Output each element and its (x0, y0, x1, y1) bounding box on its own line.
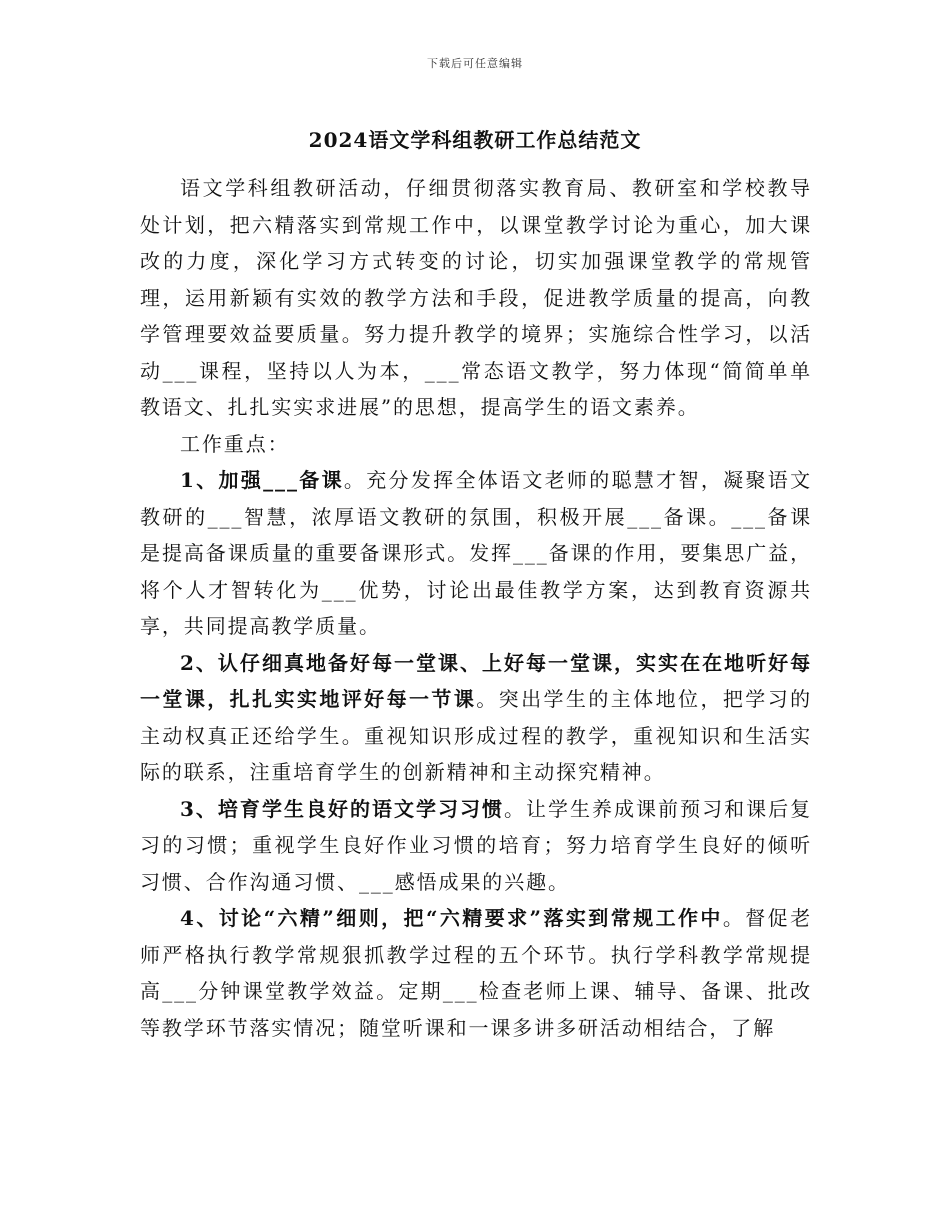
page-header-note: 下载后可任意编辑 (427, 57, 523, 70)
document-body (140, 170, 812, 1046)
focus-item-2-body: 。突出学生的主体地位，把学习的主动权真正还给学生。重视知识形成过程的教学，重视知识和生活实际的联系，注重培育学生的创新精神和主动探究精神。 (140, 687, 813, 784)
focus-item-3 (140, 791, 812, 901)
focus-item-1-body: 。充分发挥全体语文老师的聪慧才智，凝聚语文教研的___智慧，浓厚语文教研的氛围，积极开展___备课。___备课是提高备课质量的重要备课形式。发挥___备课的作用，要集思广益，将个人才智转化为___优势，讨论出最佳教学方案，达到教育资源共享，共同提高教学质量。 (140, 468, 812, 638)
focus-item-4-body: 。督促老师严格执行教学常规狠抓教学过程的五个环节。执行学科教学常规提高___分钟课堂教学效益。定期___检查老师上课、辅导、备课、批改等教学环节落实情况；随堂听课和一课多讲多研活动相结合，了解 (140, 906, 812, 1040)
focus-item-4-heading: 4、讨论“六精”细则，把“六精要求”落实到常规工作中 (180, 906, 723, 930)
focus-item-3-heading: 3、培育学生良好的语文学习习惯 (180, 796, 505, 821)
focus-item-3-body: 。让学生养成课前预习和课后复习的习惯；重视学生良好作业习惯的培育；努力培育学生良好的倾听习惯、合作沟通习惯、___感悟成果的兴趣。 (140, 796, 812, 894)
focus-item-1-heading: 1、加强___备课 (180, 468, 344, 492)
focus-label: 工作重点： (180, 431, 290, 456)
focus-item-2-heading: 2、认仔细真地备好每一堂课、上好每一堂课，实实在在地听好每一堂课，扎扎实实地评好每一节课 (140, 650, 812, 711)
focus-item-4 (140, 900, 812, 1046)
intro-paragraph: 语文学科组教研活动，仔细贯彻落实教育局、教研室和学校教导处计划，把六精落实到常规工作中，以课堂教学讨论为重心，加大课改的力度，深化学习方式转变的讨论，切实加强课堂教学的常规管理，运用新颖有实效的教学方法和手段，促进教学质量的提高，向教学管理要效益要质量。努力提升教学的境界；实施综合性学习，以活动___课程，坚持以人为本，___常态语文教学，努力体现“简简单单教语文、扎扎实实求进展”的思想，提高学生的语文素养。 (140, 176, 812, 419)
focus-item-2 (140, 645, 812, 791)
focus-item-1 (140, 462, 812, 645)
document-title: 2024语文学科组教研工作总结范文 (308, 128, 642, 152)
